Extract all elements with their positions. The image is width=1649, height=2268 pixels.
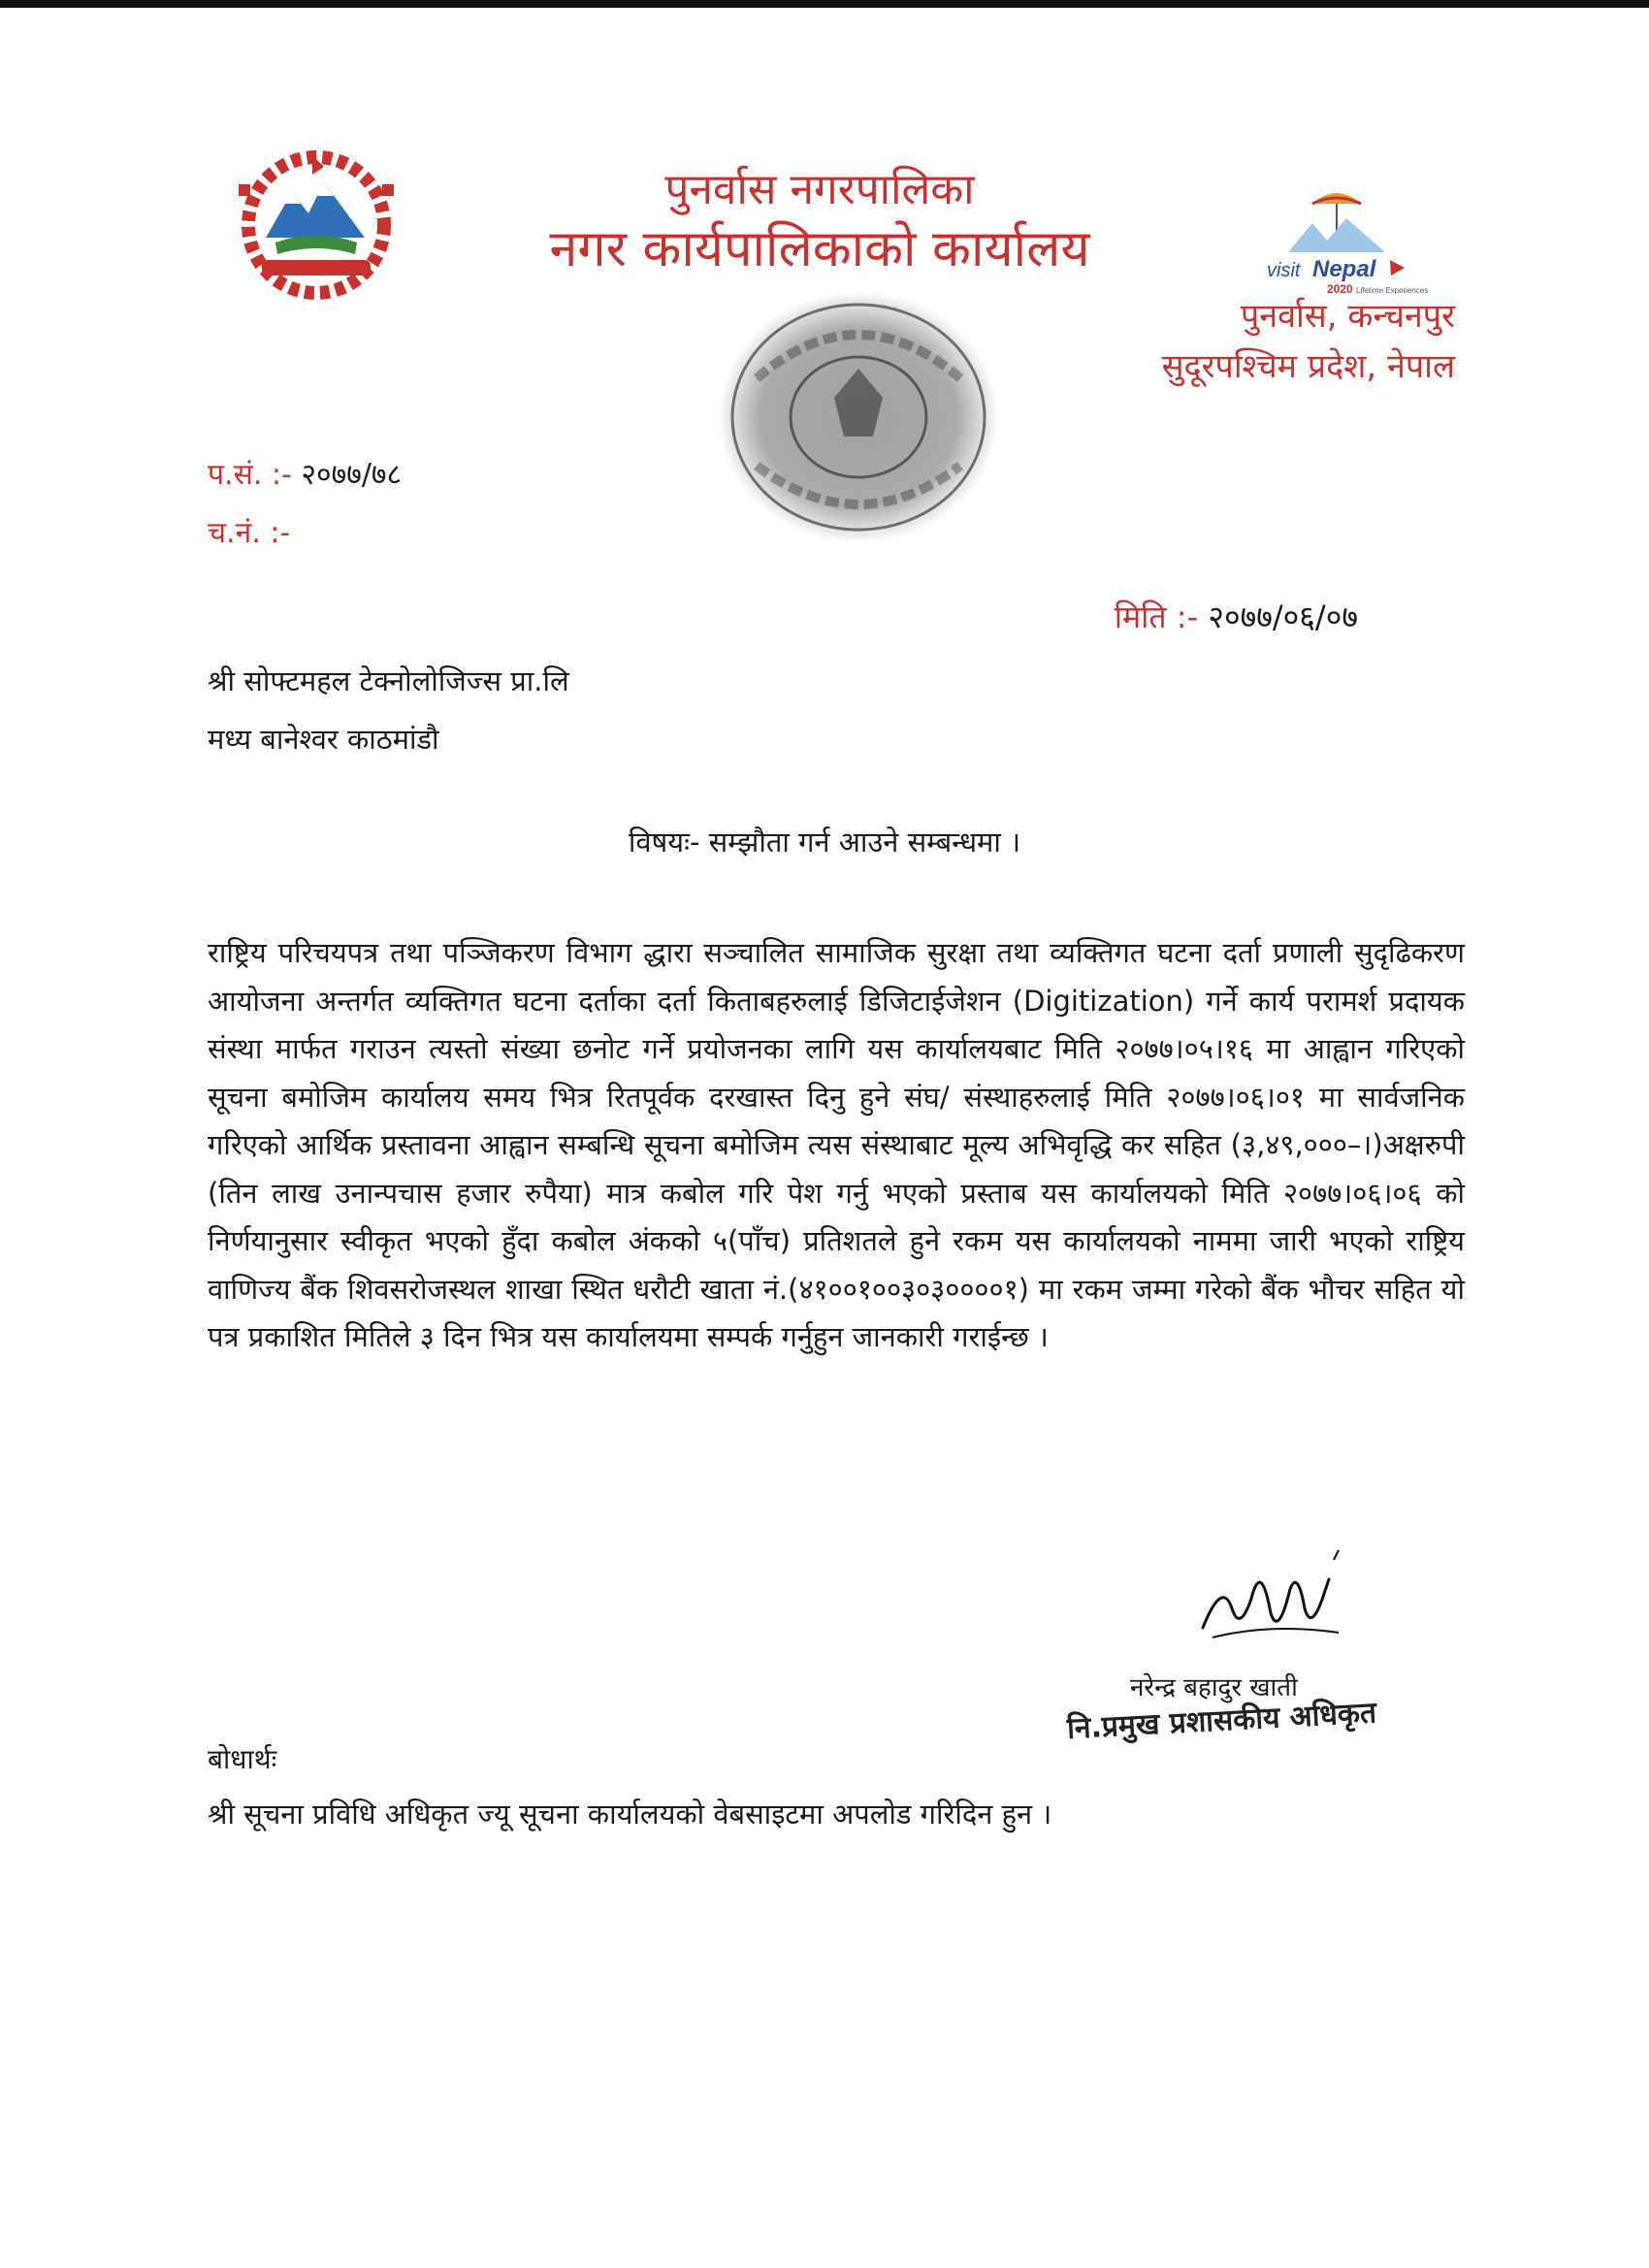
patra-sankhya (208, 446, 402, 504)
addressee-address: मध्य बानेश्वर काठमांडौ (208, 723, 439, 756)
signatory-name: नरेन्द्र बहादुर खाती (1130, 1673, 1298, 1702)
address-line-2: सुदूरपश्चिम प्रदेश, नेपाल (1161, 347, 1455, 386)
patra-sankhya-label: प.सं. :- (208, 458, 292, 492)
handwritten-signature (1193, 1540, 1368, 1657)
office-name: नगर कार्यपालिकाको कार्यालय (549, 220, 1090, 278)
signatory-title-stamp: नि.प्रमुख प्रशासकीय अधिकृत (1066, 1696, 1377, 1746)
addressee-name: श्री सोफ्टमहल टेक्नोलोजिज्स प्रा.लि (208, 664, 569, 697)
date-value: २०७७/०६/०७ (1208, 599, 1358, 635)
date-label: मिति :- (1114, 599, 1199, 635)
municipality-name: पुनर्वास नगरपालिका (664, 165, 975, 214)
svg-text:Nepal: Nepal (1312, 256, 1376, 282)
office-title-block (466, 163, 1174, 281)
svg-text:visit: visit (1267, 260, 1301, 281)
address-line-1: पुनर्वास, कन्चनपुर (1240, 297, 1455, 336)
office-seal-stamp (698, 272, 1018, 563)
reference-block (208, 446, 402, 563)
chalani-label: च.नं. :- (208, 516, 291, 550)
visit-nepal-2020-logo (1259, 175, 1429, 310)
addressee-block (208, 652, 569, 768)
bodharth-label: बोधार्थः (208, 1743, 277, 1775)
letter-subject: विषयः- सम्झौता गर्न आउने सम्बन्धमा । (628, 826, 1021, 859)
nepal-emblem-icon (219, 146, 413, 306)
letter-date (1115, 596, 1358, 637)
bodharth-text: श्री सूचना प्रविधि अधिकृत ज्यू सूचना कार्यालयको वेबसाइटमा अपलोड गरिदिन हुन । (208, 1798, 1052, 1831)
svg-text:2020: 2020 (1327, 282, 1353, 296)
chalani-number (208, 504, 402, 563)
office-address (1086, 291, 1455, 392)
svg-text:Lifetime Experiences: Lifetime Experiences (1356, 286, 1429, 295)
patra-sankhya-value: २०७७/७८ (301, 458, 403, 492)
letter-body: राष्ट्रिय परिचयपत्र तथा पञ्जिकरण विभाग द्धारा सञ्चालित सामाजिक सुरक्षा तथा व्यक्तिगत घटना दर्ता प्रणाली सुदृढिकरण आयोजना अन्तर्गत व्यक्तिगत घटना दर्ताका दर्ता किताबहरुलाई डिजिटाईजेशन (Digitization) गर्ने कार्य परामर्श प्रदायक संस्था मार्फत गराउन त्यस्तो संख्या छनोट गर्ने प्रयोजनका लागि यस कार्यालयबाट मिति २०७७।०५।१६ मा आह्वान गरिएको सूचना बमोजिम कार्यालय समय भित्र रितपूर्वक दरखास्त दिनु हुने संघ/ संस्थाहरुलाई मिति २०७७।०६।०१ मा सार्वजनिक गरिएको आर्थिक प्रस्तावना आह्वान सम्बन्धि सूचना बमोजिम त्यस संस्थाबाट मूल्य अभिवृद्धि कर सहित (३,४९,०००–।)अक्षरुपी (तिन लाख उनान्पचास हजार रुपैया) मात्र कबोल गरि पेश गर्नु भएको प्रस्ताब यस कार्यालयको मिति २०७७।०६।०६ को निर्णयानुसार स्वीकृत भएको हुँदा कबोल अंकको ५(पाँच) प्रतिशतले हुने रकम यस कार्यालयको नाममा जारी भएको राष्ट्रिय वाणिज्य बैंक शिवसरोजस्थल शाखा स्थित धरौटी खाता नं.(४१००१००३०३००००१) मा रकम जम्मा गरेको बैंक भौचर सहित यो पत्र प्रकाशित मितिले ३ दिन भित्र यस कार्यालयमा सम्पर्क गर्नुहुन जानकारी गराईन्छ । (208, 936, 1465, 1353)
